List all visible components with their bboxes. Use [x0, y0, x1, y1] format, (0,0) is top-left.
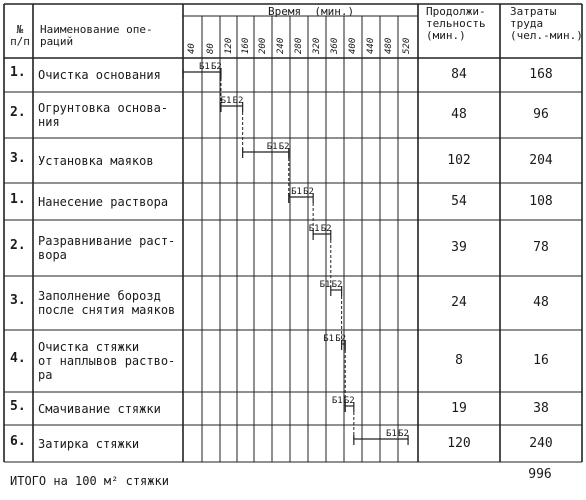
row-number: 2.	[10, 105, 26, 120]
time-tick-label: 360	[330, 37, 340, 54]
time-tick-label: 440	[366, 37, 376, 54]
row-number: 1.	[10, 65, 26, 80]
total-label: ИТОГО на 100 м² стяжки	[10, 474, 169, 488]
operation-name: Затирка стяжки	[38, 436, 140, 451]
operation-name: Очистка основания	[38, 68, 161, 82]
worker-label: Б2	[335, 334, 347, 344]
row-number: 2.	[10, 238, 26, 253]
header-operation-name: Наименование опе- раций	[40, 23, 153, 48]
operation-duration: 84	[451, 67, 467, 82]
worker-label: Б1	[386, 429, 397, 439]
worker-label: Б1	[266, 142, 278, 152]
row-number: 3.	[10, 293, 26, 308]
worker-label: Б1	[323, 334, 335, 344]
time-tick-label: 160	[241, 37, 251, 54]
worker-label: Б2	[210, 62, 222, 72]
operation-duration: 120	[447, 435, 471, 451]
operation-name: Заполнение борозд после снятия маяков	[38, 289, 176, 317]
operation-duration: 8	[455, 353, 463, 368]
time-tick-label: 480	[384, 37, 394, 54]
worker-label: Б1	[319, 280, 331, 290]
worker-label: Б2	[331, 280, 343, 290]
header-number: № п/п	[10, 23, 30, 48]
operation-name: Огрунтовка основа- ния	[38, 101, 169, 129]
worker-label: Б1	[291, 187, 302, 197]
time-tick-label: 240	[276, 37, 286, 54]
operation-duration: 19	[451, 400, 467, 416]
operation-name: Разравнивание раст- вора	[38, 234, 176, 262]
time-tick-label: 280	[294, 37, 304, 54]
operation-labor: 78	[533, 240, 549, 255]
operation-duration: 39	[451, 240, 467, 255]
worker-label: Б2	[278, 142, 290, 152]
operation-name: Установка маяков	[38, 153, 154, 168]
worker-label: Б2	[303, 187, 314, 197]
worker-label: Б1	[308, 224, 320, 234]
time-tick-label: 40	[187, 43, 197, 54]
time-tick-label: 80	[206, 43, 216, 54]
row-number: 6.	[10, 433, 26, 449]
header-time: Время (мин.)	[268, 5, 355, 18]
worker-label: Б2	[398, 429, 409, 439]
operation-duration: 48	[451, 107, 467, 122]
operation-labor: 240	[529, 435, 553, 451]
worker-label: Б1	[198, 62, 210, 72]
operation-labor: 108	[529, 193, 553, 209]
operation-name: Очистка стяжки от наплывов раство- ра	[38, 340, 176, 382]
operation-labor: 48	[533, 295, 549, 310]
worker-label: Б2	[343, 396, 355, 406]
operation-name: Нанесение раствора	[38, 194, 169, 209]
row-number: 3.	[10, 150, 26, 166]
operation-name: Смачивание стяжки	[38, 401, 161, 416]
header-duration: Продолжи- тельность (мин.)	[426, 5, 486, 42]
row-number: 1.	[10, 191, 26, 207]
time-tick-label: 200	[258, 37, 268, 54]
operation-labor: 204	[529, 152, 553, 168]
worker-label: Б1	[220, 96, 232, 106]
operation-duration: 24	[451, 295, 467, 310]
row-number: 4.	[10, 351, 26, 366]
row-number: 5.	[10, 398, 26, 414]
time-tick-label: 520	[402, 37, 412, 54]
worker-label: Б2	[232, 96, 244, 106]
header-labor: Затраты труда (чел.-мин.)	[510, 5, 583, 42]
operation-labor: 16	[533, 353, 549, 368]
operation-labor: 168	[529, 67, 553, 82]
time-tick-label: 320	[312, 37, 322, 54]
operation-duration: 102	[447, 152, 471, 168]
worker-label: Б2	[320, 224, 332, 234]
operation-duration: 54	[451, 193, 467, 209]
worker-label: Б1	[331, 396, 343, 406]
time-tick-label: 400	[348, 37, 358, 54]
operation-labor: 38	[533, 400, 549, 416]
time-tick-label: 120	[224, 37, 234, 54]
operation-labor: 96	[533, 107, 549, 122]
total-labor: 996	[528, 467, 552, 482]
